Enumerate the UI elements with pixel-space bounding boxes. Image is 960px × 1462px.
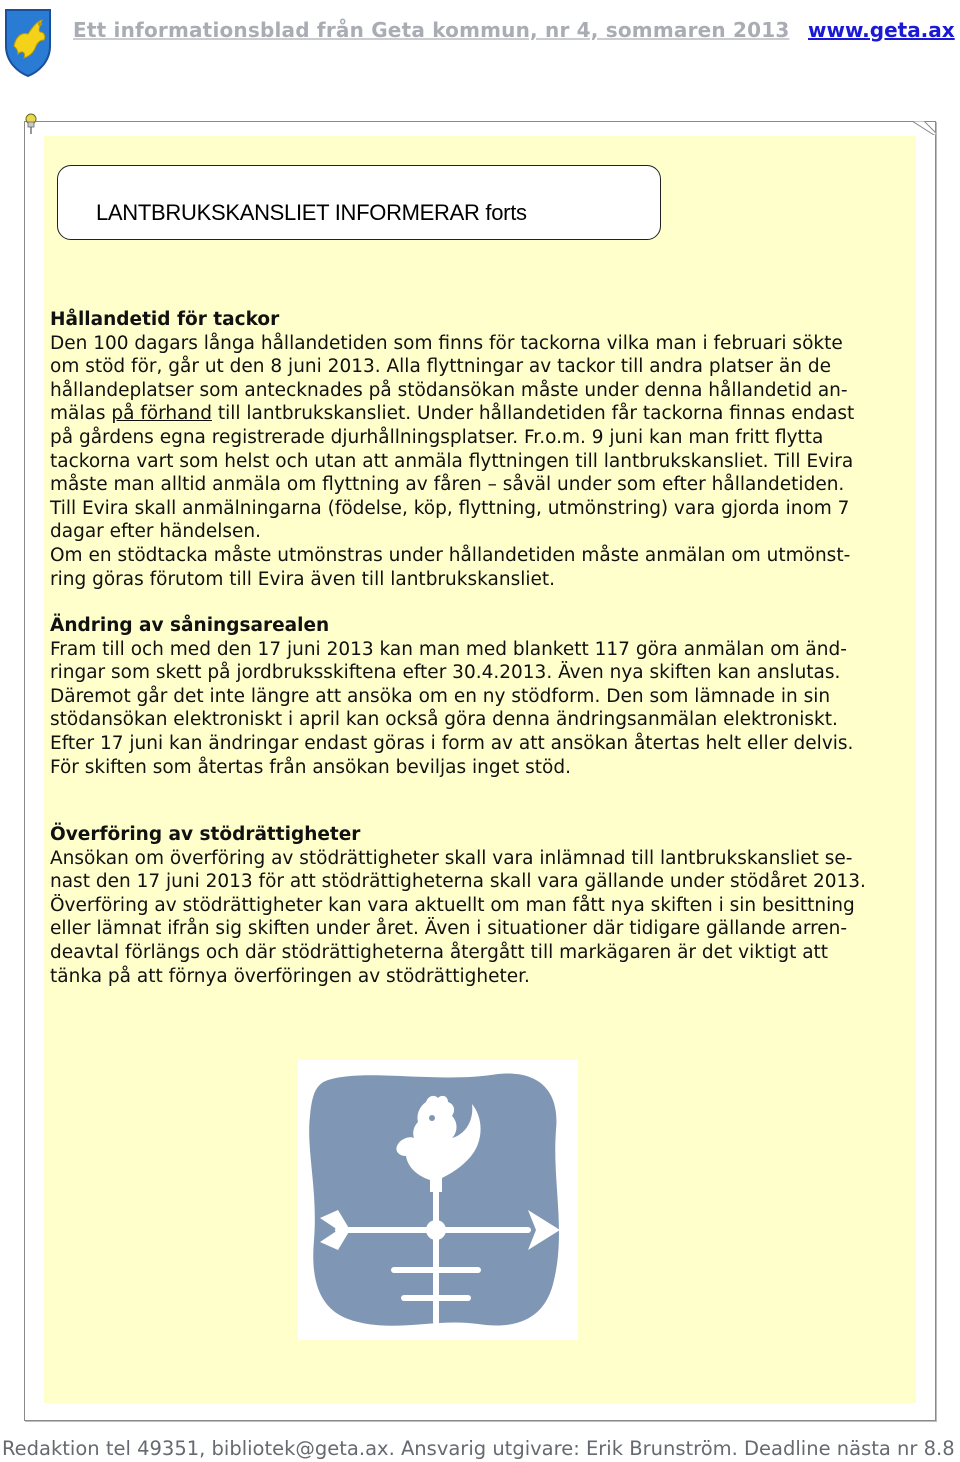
footer-text: Redaktion tel 49351, bibliotek@geta.ax. Ansvarig utgivare: Erik Brunström. Deadline nästa nr 8.8 bbox=[2, 1437, 955, 1460]
pushpin-icon bbox=[24, 113, 38, 135]
section-heading: Ändring av såningsarealen bbox=[50, 615, 330, 636]
text-line: nast den 17 juni 2013 för att stödrättigheterna skall vara gällande under stödåret 2013. bbox=[50, 871, 866, 893]
text-line: Ansökan om överföring av stödrättigheter skall vara inlämnad till lantbrukskansliet se- bbox=[50, 847, 853, 869]
text-line: på gårdens egna registrerade djurhållningsplatser. Fr.o.m. 9 juni kan man fritt flytta bbox=[50, 426, 824, 448]
page-fold-icon bbox=[912, 121, 936, 135]
text-line: Den 100 dagars långa hållandetiden som finns för tackorna vilka man i februari sökte bbox=[50, 332, 843, 354]
text-line: stödansökan elektroniskt i april kan också göra denna ändringsanmälan elektroniskt. bbox=[50, 709, 838, 731]
website-link[interactable]: www.geta.ax bbox=[808, 18, 955, 42]
text-line: Fram till och med den 17 juni 2013 kan man med blankett 117 göra anmälan om änd- bbox=[50, 638, 847, 660]
text-line: tänka på att förnya överföringen av stödrättigheter. bbox=[50, 965, 530, 987]
section-hallandetid bbox=[50, 308, 918, 591]
section-heading: Överföring av stödrättigheter bbox=[50, 824, 361, 845]
text-line: måste man alltid anmäla om flyttning av fåren – såväl under som efter hållandetiden. bbox=[50, 474, 845, 496]
geta-crest-icon bbox=[2, 6, 54, 78]
title-box bbox=[57, 165, 661, 240]
text-line: dagar efter händelsen. bbox=[50, 521, 262, 543]
text-line: om stöd för, går ut den 8 juni 2013. Alla flyttningar av tackor till andra platser än de bbox=[50, 356, 831, 378]
text-line: Däremot går det inte längre att ansöka om en ny stödform. Den som lämnade in sin bbox=[50, 685, 831, 707]
text-span: till lantbrukskansliet. Under hållandetiden får tackorna finnas endast bbox=[211, 403, 855, 425]
text-line: ringar som skett på jordbruksskiftena efter 30.4.2013. Även nya skiften kan anslutas. bbox=[50, 662, 841, 684]
text-line: hållandeplatser som antecknades på stödansökan måste under denna hållandetid an- bbox=[50, 379, 848, 401]
section-stodrattigheter bbox=[50, 823, 918, 988]
text-line: Till Evira skall anmälningarna (födelse, köp, flyttning, utmönstring) vara gjorda inom 7 bbox=[50, 497, 850, 519]
text-line: eller lämnat ifrån sig skiften under året. Även i situationer där tidigare gällande arren- bbox=[50, 918, 848, 940]
page-title: LANTBRUKSKANSLIET INFORMERAR forts bbox=[96, 200, 527, 225]
text-line: Överföring av stödrättigheter kan vara aktuellt om man fått nya skiften i sin besittning bbox=[50, 894, 855, 916]
text-line: tackorna vart som helst och utan att anmäla flyttningen till lantbrukskansliet. Till Evira bbox=[50, 450, 854, 472]
header-title: Ett informationsblad från Geta kommun, nr 4, sommaren 2013 bbox=[73, 18, 790, 42]
text-span: mälas bbox=[50, 403, 112, 425]
text-line: Om en stödtacka måste utmönstras under hållandetiden måste anmälan om utmönst- bbox=[50, 544, 851, 566]
text-line bbox=[50, 402, 918, 426]
section-saningsareal bbox=[50, 614, 918, 779]
section-heading: Hållandetid för tackor bbox=[50, 309, 280, 330]
text-line: ring göras förutom till Evira även till lantbrukskansliet. bbox=[50, 568, 556, 590]
text-line: Efter 17 juni kan ändringar endast göras i form av att ansökan återtas helt eller delvis. bbox=[50, 732, 854, 754]
text-line: deavtal förlängs och där stödrättigheterna återgått till markägaren är det viktigt att bbox=[50, 941, 829, 963]
text-line: För skiften som återtas från ansökan beviljas inget stöd. bbox=[50, 756, 571, 778]
weathervane-rooster-icon bbox=[298, 1060, 578, 1340]
underlined-text: på förhand bbox=[111, 403, 212, 425]
